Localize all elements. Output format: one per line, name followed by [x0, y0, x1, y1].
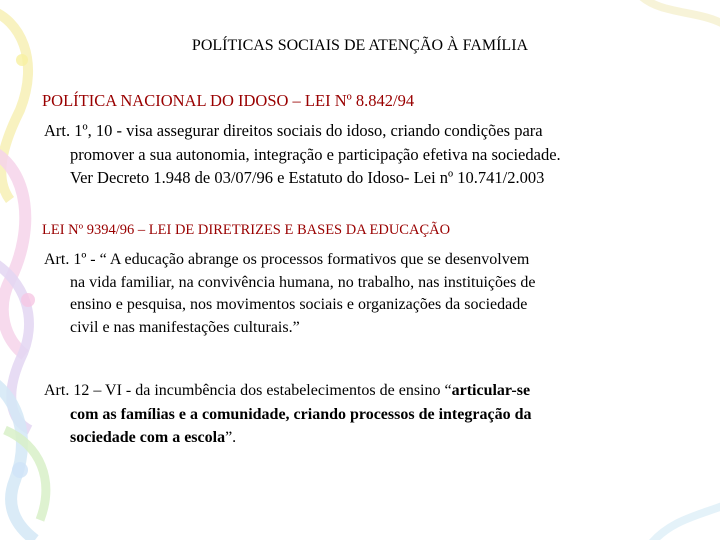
bold-text-run: sociedade com a escola [70, 429, 226, 446]
text-run: Art. 12 – VI - da incumbência dos estabelecimentos de ensino “ [44, 382, 452, 399]
section-heading-idoso: POLÍTICA NACIONAL DO IDOSO – LEI Nº 8.842/94 [42, 91, 415, 110]
swirl-lavender [0, 260, 30, 430]
paragraph-line [44, 403, 684, 427]
paragraph-ldb [44, 249, 684, 339]
section-heading-ldb: LEI Nº 9394/96 – LEI DE DIRETRIZES E BASES DA EDUCAÇÃO [42, 222, 451, 238]
text-run: ”. [225, 429, 237, 446]
bold-text-run: articular-se [451, 382, 531, 399]
dot-blue [12, 462, 28, 478]
swirl-bottom-right [650, 505, 720, 540]
paragraph-line: promover a sua autonomia, integração e participação efetiva na sociedade. [70, 144, 561, 164]
swirl-blue [0, 380, 35, 540]
paragraph-line [44, 426, 684, 450]
paragraph-art12 [44, 379, 684, 450]
bold-text-run: com as famílias e a comunidade, criando processos de integração da [70, 405, 532, 423]
dot-pink [21, 293, 35, 307]
swirl-top-right [640, 0, 720, 25]
slide-title: POLÍTICAS SOCIAIS DE ATENÇÃO À FAMÍLIA [191, 37, 529, 54]
dot-yellow [16, 54, 28, 66]
paragraph-idoso [44, 119, 684, 190]
paragraph-line: Ver Decreto 1.948 de 03/07/96 e Estatuto do Idoso- Lei nº 10.741/2.003 [70, 168, 545, 187]
swirl-pink [0, 150, 25, 355]
paragraph-line [44, 379, 684, 403]
swirl-green [5, 430, 46, 520]
paragraph-line: Art. 1º, 10 - visa assegurar direitos sociais do idoso, criando condições para [44, 121, 543, 140]
paragraph-line: civil e nas manifestações culturais.” [70, 318, 300, 336]
paragraph-line: na vida familiar, na convivência humana, no trabalho, nas instituições de [70, 273, 536, 291]
paragraph-line: Art. 1º - “ A educação abrange os processos formativos que se desenvolvem [44, 251, 530, 268]
paragraph-line: ensino e pesquisa, nos movimentos sociais e organizações da sociedade [70, 296, 528, 313]
